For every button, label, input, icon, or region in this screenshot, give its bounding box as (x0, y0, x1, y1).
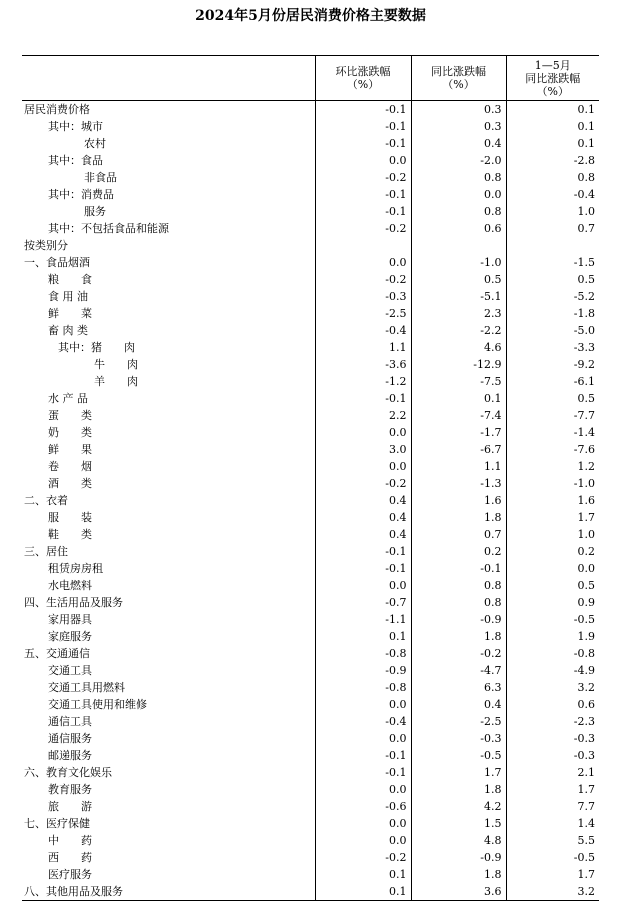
table-row (22, 373, 599, 390)
yoy-change-cell: -0.9 (411, 849, 506, 866)
mom-change-cell: -0.1 (315, 118, 411, 135)
ytd-change-cell: -5.0 (506, 322, 599, 339)
table-row (22, 390, 599, 407)
yoy-change-cell: -0.2 (411, 645, 506, 662)
table-row (22, 424, 599, 441)
ytd-change-cell: 0.7 (506, 220, 599, 237)
table-row (22, 696, 599, 713)
table-header-row (22, 56, 599, 101)
ytd-change-cell: -1.8 (506, 305, 599, 322)
ytd-header-line1: 1—5月 (534, 58, 571, 72)
ytd-change-cell: -0.3 (506, 747, 599, 764)
ytd-change-cell: 0.1 (506, 118, 599, 135)
ytd-change-cell: -1.4 (506, 424, 599, 441)
table-row (22, 713, 599, 730)
item-label-cell (22, 356, 315, 373)
ytd-change-cell: -0.5 (506, 611, 599, 628)
item-label-cell (22, 322, 315, 339)
item-label-cell (22, 662, 315, 679)
table-row (22, 883, 599, 901)
table-row (22, 101, 599, 119)
table-row (22, 662, 599, 679)
item-label: 水 产 品 (48, 392, 88, 405)
table-row (22, 747, 599, 764)
mom-change-cell: -0.6 (315, 798, 411, 815)
table-row (22, 781, 599, 798)
yoy-change-cell: 1.8 (411, 509, 506, 526)
item-label-cell (22, 203, 315, 220)
yoy-change-cell: 1.8 (411, 781, 506, 798)
ytd-change-cell: 1.7 (506, 866, 599, 883)
mom-change-cell: -1.2 (315, 373, 411, 390)
mom-change-cell: -0.2 (315, 475, 411, 492)
yoy-change-cell: -2.2 (411, 322, 506, 339)
ytd-change-cell: -3.3 (506, 339, 599, 356)
item-label: 租赁房房租 (48, 562, 103, 575)
item-label: 交通工具 (48, 664, 92, 677)
table-row (22, 118, 599, 135)
yoy-change-cell: 0.5 (411, 271, 506, 288)
item-label: 西 药 (48, 851, 92, 864)
item-label: 粮 食 (48, 273, 92, 286)
table-row (22, 186, 599, 203)
mom-change-cell: -0.7 (315, 594, 411, 611)
yoy-change-cell: 0.4 (411, 696, 506, 713)
ytd-change-cell: -2.3 (506, 713, 599, 730)
item-label-cell (22, 220, 315, 237)
yoy-change-cell: 0.4 (411, 135, 506, 152)
mom-change-cell: -0.2 (315, 169, 411, 186)
ytd-change-cell: 1.4 (506, 815, 599, 832)
item-label-cell (22, 186, 315, 203)
ytd-change-cell: -6.1 (506, 373, 599, 390)
ytd-change-cell: -4.9 (506, 662, 599, 679)
mom-change-cell: -0.3 (315, 288, 411, 305)
ytd-change-cell: 0.5 (506, 390, 599, 407)
table-row (22, 526, 599, 543)
ytd-change-cell: -0.5 (506, 849, 599, 866)
item-label-cell (22, 679, 315, 696)
yoy-change-cell: 0.8 (411, 203, 506, 220)
table-row (22, 509, 599, 526)
ytd-change-cell: 0.5 (506, 577, 599, 594)
table-row (22, 798, 599, 815)
table-row (22, 441, 599, 458)
mom-change-cell: -0.8 (315, 679, 411, 696)
table-row (22, 628, 599, 645)
yoy-change-cell: 1.1 (411, 458, 506, 475)
item-label: 七、医疗保健 (24, 817, 90, 830)
item-label-cell (22, 781, 315, 798)
yoy-change-cell: 0.1 (411, 390, 506, 407)
yoy-change-cell: -7.4 (411, 407, 506, 424)
item-label-cell (22, 237, 315, 254)
item-label-cell (22, 152, 315, 169)
ytd-change-cell: -7.6 (506, 441, 599, 458)
ytd-change-cell: 1.6 (506, 492, 599, 509)
yoy-header-line1: 同比涨跌幅 (431, 65, 486, 78)
item-label: 其中：消费品 (48, 188, 114, 201)
item-label: 按类别分 (24, 239, 68, 252)
yoy-change-cell (411, 237, 506, 254)
table-row (22, 730, 599, 747)
item-label: 通信服务 (48, 732, 92, 745)
table-row (22, 152, 599, 169)
mom-change-cell: 1.1 (315, 339, 411, 356)
ytd-change-cell: 5.5 (506, 832, 599, 849)
table-row (22, 645, 599, 662)
item-label-cell (22, 883, 315, 901)
item-label: 一、食品烟酒 (24, 256, 90, 269)
mom-change-cell: 0.4 (315, 509, 411, 526)
ytd-change-cell: 0.0 (506, 560, 599, 577)
item-label-cell (22, 254, 315, 271)
item-label-cell (22, 169, 315, 186)
mom-change-cell: 0.1 (315, 883, 411, 901)
mom-change-cell: -0.1 (315, 203, 411, 220)
table-row (22, 543, 599, 560)
ytd-change-cell: -1.0 (506, 475, 599, 492)
ytd-change-cell: -0.8 (506, 645, 599, 662)
ytd-change-cell: 1.7 (506, 509, 599, 526)
table-row (22, 169, 599, 186)
table-row (22, 288, 599, 305)
yoy-change-cell: 0.3 (411, 101, 506, 119)
table-body (22, 101, 599, 901)
ytd-change-cell: 7.7 (506, 798, 599, 815)
table-row (22, 305, 599, 322)
mom-change-cell: 0.0 (315, 254, 411, 271)
ytd-change-cell: 3.2 (506, 883, 599, 901)
ytd-change-cell: -0.3 (506, 730, 599, 747)
item-label: 鲜 果 (48, 443, 92, 456)
item-label-cell (22, 798, 315, 815)
mom-change-cell: 0.4 (315, 492, 411, 509)
yoy-change-cell: 1.6 (411, 492, 506, 509)
item-label-cell (22, 509, 315, 526)
item-label: 奶 类 (48, 426, 92, 439)
mom-change-cell: -0.1 (315, 764, 411, 781)
table-row (22, 356, 599, 373)
mom-change-cell: -0.1 (315, 135, 411, 152)
table-row (22, 560, 599, 577)
item-label-cell (22, 305, 315, 322)
ytd-change-cell: -0.4 (506, 186, 599, 203)
item-label-cell (22, 407, 315, 424)
mom-change-cell: -0.4 (315, 713, 411, 730)
item-label: 水电燃料 (48, 579, 92, 592)
ytd-change-cell: -9.2 (506, 356, 599, 373)
item-label: 鞋 类 (48, 528, 92, 541)
ytd-header-line2: 同比涨跌幅 (525, 71, 581, 85)
mom-change-cell: -0.2 (315, 849, 411, 866)
item-label: 通信工具 (48, 715, 92, 728)
ytd-header-line3: （%） (536, 84, 569, 98)
ytd-change-cell: 1.0 (506, 526, 599, 543)
item-label: 畜 肉 类 (48, 324, 88, 337)
table-row (22, 407, 599, 424)
mom-change-cell: -0.1 (315, 747, 411, 764)
ytd-change-cell: -7.7 (506, 407, 599, 424)
mom-change-cell: 0.0 (315, 781, 411, 798)
mom-change-cell: 0.1 (315, 628, 411, 645)
yoy-change-cell: 4.6 (411, 339, 506, 356)
yoy-change-cell: -0.5 (411, 747, 506, 764)
ytd-change-cell: 0.1 (506, 101, 599, 119)
mom-change-cell: -0.2 (315, 220, 411, 237)
mom-change-cell (315, 237, 411, 254)
item-label: 三、居住 (24, 545, 68, 558)
item-label-cell (22, 118, 315, 135)
table-row (22, 237, 599, 254)
yoy-change-cell: 1.8 (411, 628, 506, 645)
mom-change-cell: 0.0 (315, 815, 411, 832)
mom-change-cell: -0.1 (315, 390, 411, 407)
item-label-cell (22, 492, 315, 509)
mom-change-cell: -3.6 (315, 356, 411, 373)
ytd-change-cell: -2.8 (506, 152, 599, 169)
mom-change-cell: 0.4 (315, 526, 411, 543)
mom-change-cell: 0.0 (315, 696, 411, 713)
item-label: 六、教育文化娱乐 (24, 766, 112, 779)
mom-change-cell: 0.0 (315, 458, 411, 475)
item-label-cell (22, 373, 315, 390)
item-label-cell (22, 645, 315, 662)
yoy-change-cell: 3.6 (411, 883, 506, 901)
yoy-change-cell: 1.5 (411, 815, 506, 832)
yoy-change-cell: 0.8 (411, 577, 506, 594)
yoy-change-cell: -0.1 (411, 560, 506, 577)
ytd-change-cell: 0.5 (506, 271, 599, 288)
mom-change-cell: -0.4 (315, 322, 411, 339)
mom-change-cell: 0.0 (315, 832, 411, 849)
item-label-cell (22, 441, 315, 458)
table-row (22, 339, 599, 356)
item-label-cell (22, 611, 315, 628)
yoy-change-cell: 0.6 (411, 220, 506, 237)
yoy-header-line2: （%） (442, 78, 475, 91)
mom-change-cell: 3.0 (315, 441, 411, 458)
table-row (22, 458, 599, 475)
item-label-cell (22, 135, 315, 152)
item-label-cell (22, 543, 315, 560)
item-label-cell (22, 713, 315, 730)
item-label-cell (22, 458, 315, 475)
item-label-cell (22, 526, 315, 543)
item-label-cell (22, 560, 315, 577)
item-label: 居民消费价格 (24, 103, 90, 116)
mom-change-cell: -0.1 (315, 560, 411, 577)
yoy-change-cell: 6.3 (411, 679, 506, 696)
item-label: 其中：猪 肉 (58, 341, 135, 354)
ytd-change-cell: -1.5 (506, 254, 599, 271)
table-row (22, 764, 599, 781)
yoy-change-cell: -6.7 (411, 441, 506, 458)
table-row (22, 271, 599, 288)
item-label: 五、交通通信 (24, 647, 90, 660)
mom-change-cell: -1.1 (315, 611, 411, 628)
item-label-cell (22, 339, 315, 356)
item-label-cell (22, 696, 315, 713)
yoy-change-cell: 0.8 (411, 169, 506, 186)
table-row (22, 577, 599, 594)
item-label: 医疗服务 (48, 868, 92, 881)
item-label: 四、生活用品及服务 (24, 596, 123, 609)
yoy-change-cell: 1.7 (411, 764, 506, 781)
item-label: 交通工具用燃料 (48, 681, 125, 694)
item-label: 羊 肉 (94, 375, 138, 388)
item-label: 旅 游 (48, 800, 92, 813)
mom-change-cell: -2.5 (315, 305, 411, 322)
yoy-change-cell: -1.7 (411, 424, 506, 441)
yoy-column-header (411, 56, 506, 101)
item-label-cell (22, 101, 315, 119)
mom-change-cell: -0.9 (315, 662, 411, 679)
yoy-change-cell: 0.2 (411, 543, 506, 560)
yoy-change-cell: 0.7 (411, 526, 506, 543)
ytd-change-cell: 3.2 (506, 679, 599, 696)
ytd-change-cell: 2.1 (506, 764, 599, 781)
item-label: 家用器具 (48, 613, 92, 626)
item-label: 教育服务 (48, 783, 92, 796)
ytd-change-cell: 0.8 (506, 169, 599, 186)
mom-change-cell: -0.1 (315, 186, 411, 203)
mom-header-line1: 环比涨跌幅 (335, 65, 391, 78)
mom-change-cell: 0.0 (315, 424, 411, 441)
item-label: 交通工具使用和维修 (48, 698, 147, 711)
item-label: 邮递服务 (48, 749, 92, 762)
cpi-data-table (22, 55, 599, 901)
item-label: 中 药 (48, 834, 92, 847)
item-label: 酒 类 (48, 477, 92, 490)
mom-change-cell: -0.1 (315, 101, 411, 119)
item-label-cell (22, 815, 315, 832)
item-label: 农村 (84, 137, 106, 150)
yoy-change-cell: 2.3 (411, 305, 506, 322)
ytd-change-cell: 0.1 (506, 135, 599, 152)
mom-header-line2: （%） (346, 78, 380, 91)
yoy-change-cell: -2.0 (411, 152, 506, 169)
table-row (22, 322, 599, 339)
table-row (22, 492, 599, 509)
item-label: 八、其他用品及服务 (24, 885, 123, 898)
ytd-change-cell: 1.0 (506, 203, 599, 220)
yoy-change-cell: 0.0 (411, 186, 506, 203)
item-label: 食 用 油 (48, 290, 88, 303)
item-label-cell (22, 475, 315, 492)
table-row (22, 679, 599, 696)
yoy-change-cell: -12.9 (411, 356, 506, 373)
item-label-cell (22, 577, 315, 594)
yoy-change-cell: -1.0 (411, 254, 506, 271)
mom-column-header (315, 56, 411, 101)
item-label-cell (22, 747, 315, 764)
table-row (22, 203, 599, 220)
table-row (22, 475, 599, 492)
yoy-change-cell: 4.2 (411, 798, 506, 815)
yoy-change-cell: -1.3 (411, 475, 506, 492)
item-label-cell (22, 288, 315, 305)
yoy-change-cell: 4.8 (411, 832, 506, 849)
table-row (22, 611, 599, 628)
mom-change-cell: 0.0 (315, 152, 411, 169)
mom-change-cell: -0.2 (315, 271, 411, 288)
ytd-change-cell: 0.6 (506, 696, 599, 713)
table-row (22, 849, 599, 866)
item-label-cell (22, 730, 315, 747)
yoy-change-cell: 0.8 (411, 594, 506, 611)
item-label-cell (22, 628, 315, 645)
yoy-change-cell: -5.1 (411, 288, 506, 305)
item-label: 其中：不包括食品和能源 (48, 222, 169, 235)
ytd-change-cell: 0.9 (506, 594, 599, 611)
ytd-change-cell (506, 237, 599, 254)
item-label: 服务 (84, 205, 106, 218)
item-label-cell (22, 390, 315, 407)
table-row (22, 135, 599, 152)
item-label: 鲜 菜 (48, 307, 92, 320)
ytd-change-cell: -5.2 (506, 288, 599, 305)
table-row (22, 254, 599, 271)
yoy-change-cell: -2.5 (411, 713, 506, 730)
item-label: 蛋 类 (48, 409, 92, 422)
ytd-column-header (506, 56, 599, 101)
item-label-cell (22, 866, 315, 883)
ytd-change-cell: 0.2 (506, 543, 599, 560)
ytd-change-cell: 1.9 (506, 628, 599, 645)
table-row (22, 866, 599, 883)
item-label-cell (22, 424, 315, 441)
item-label-cell (22, 271, 315, 288)
item-label: 牛 肉 (94, 358, 138, 371)
mom-change-cell: -0.1 (315, 543, 411, 560)
item-label: 服 装 (48, 511, 92, 524)
yoy-change-cell: 1.8 (411, 866, 506, 883)
page-title: 2024年5月份居民消费价格主要数据 (195, 8, 426, 24)
table-row (22, 815, 599, 832)
yoy-change-cell: -7.5 (411, 373, 506, 390)
item-label: 卷 烟 (48, 460, 92, 473)
yoy-change-cell: -0.3 (411, 730, 506, 747)
item-label-cell (22, 764, 315, 781)
table-row (22, 220, 599, 237)
item-label: 家庭服务 (48, 630, 92, 643)
item-label-cell (22, 832, 315, 849)
item-label: 其中：城市 (48, 120, 103, 133)
item-label-cell (22, 594, 315, 611)
table-row (22, 832, 599, 849)
yoy-change-cell: 0.3 (411, 118, 506, 135)
mom-change-cell: -0.8 (315, 645, 411, 662)
mom-change-cell: 2.2 (315, 407, 411, 424)
item-label: 二、衣着 (24, 494, 68, 507)
item-label-cell (22, 849, 315, 866)
item-column-header (22, 56, 315, 101)
ytd-change-cell: 1.7 (506, 781, 599, 798)
mom-change-cell: 0.0 (315, 730, 411, 747)
mom-change-cell: 0.1 (315, 866, 411, 883)
yoy-change-cell: -0.9 (411, 611, 506, 628)
yoy-change-cell: -4.7 (411, 662, 506, 679)
item-label: 其中：食品 (48, 154, 103, 167)
mom-change-cell: 0.0 (315, 577, 411, 594)
table-row (22, 594, 599, 611)
ytd-change-cell: 1.2 (506, 458, 599, 475)
item-label: 非食品 (84, 171, 117, 184)
